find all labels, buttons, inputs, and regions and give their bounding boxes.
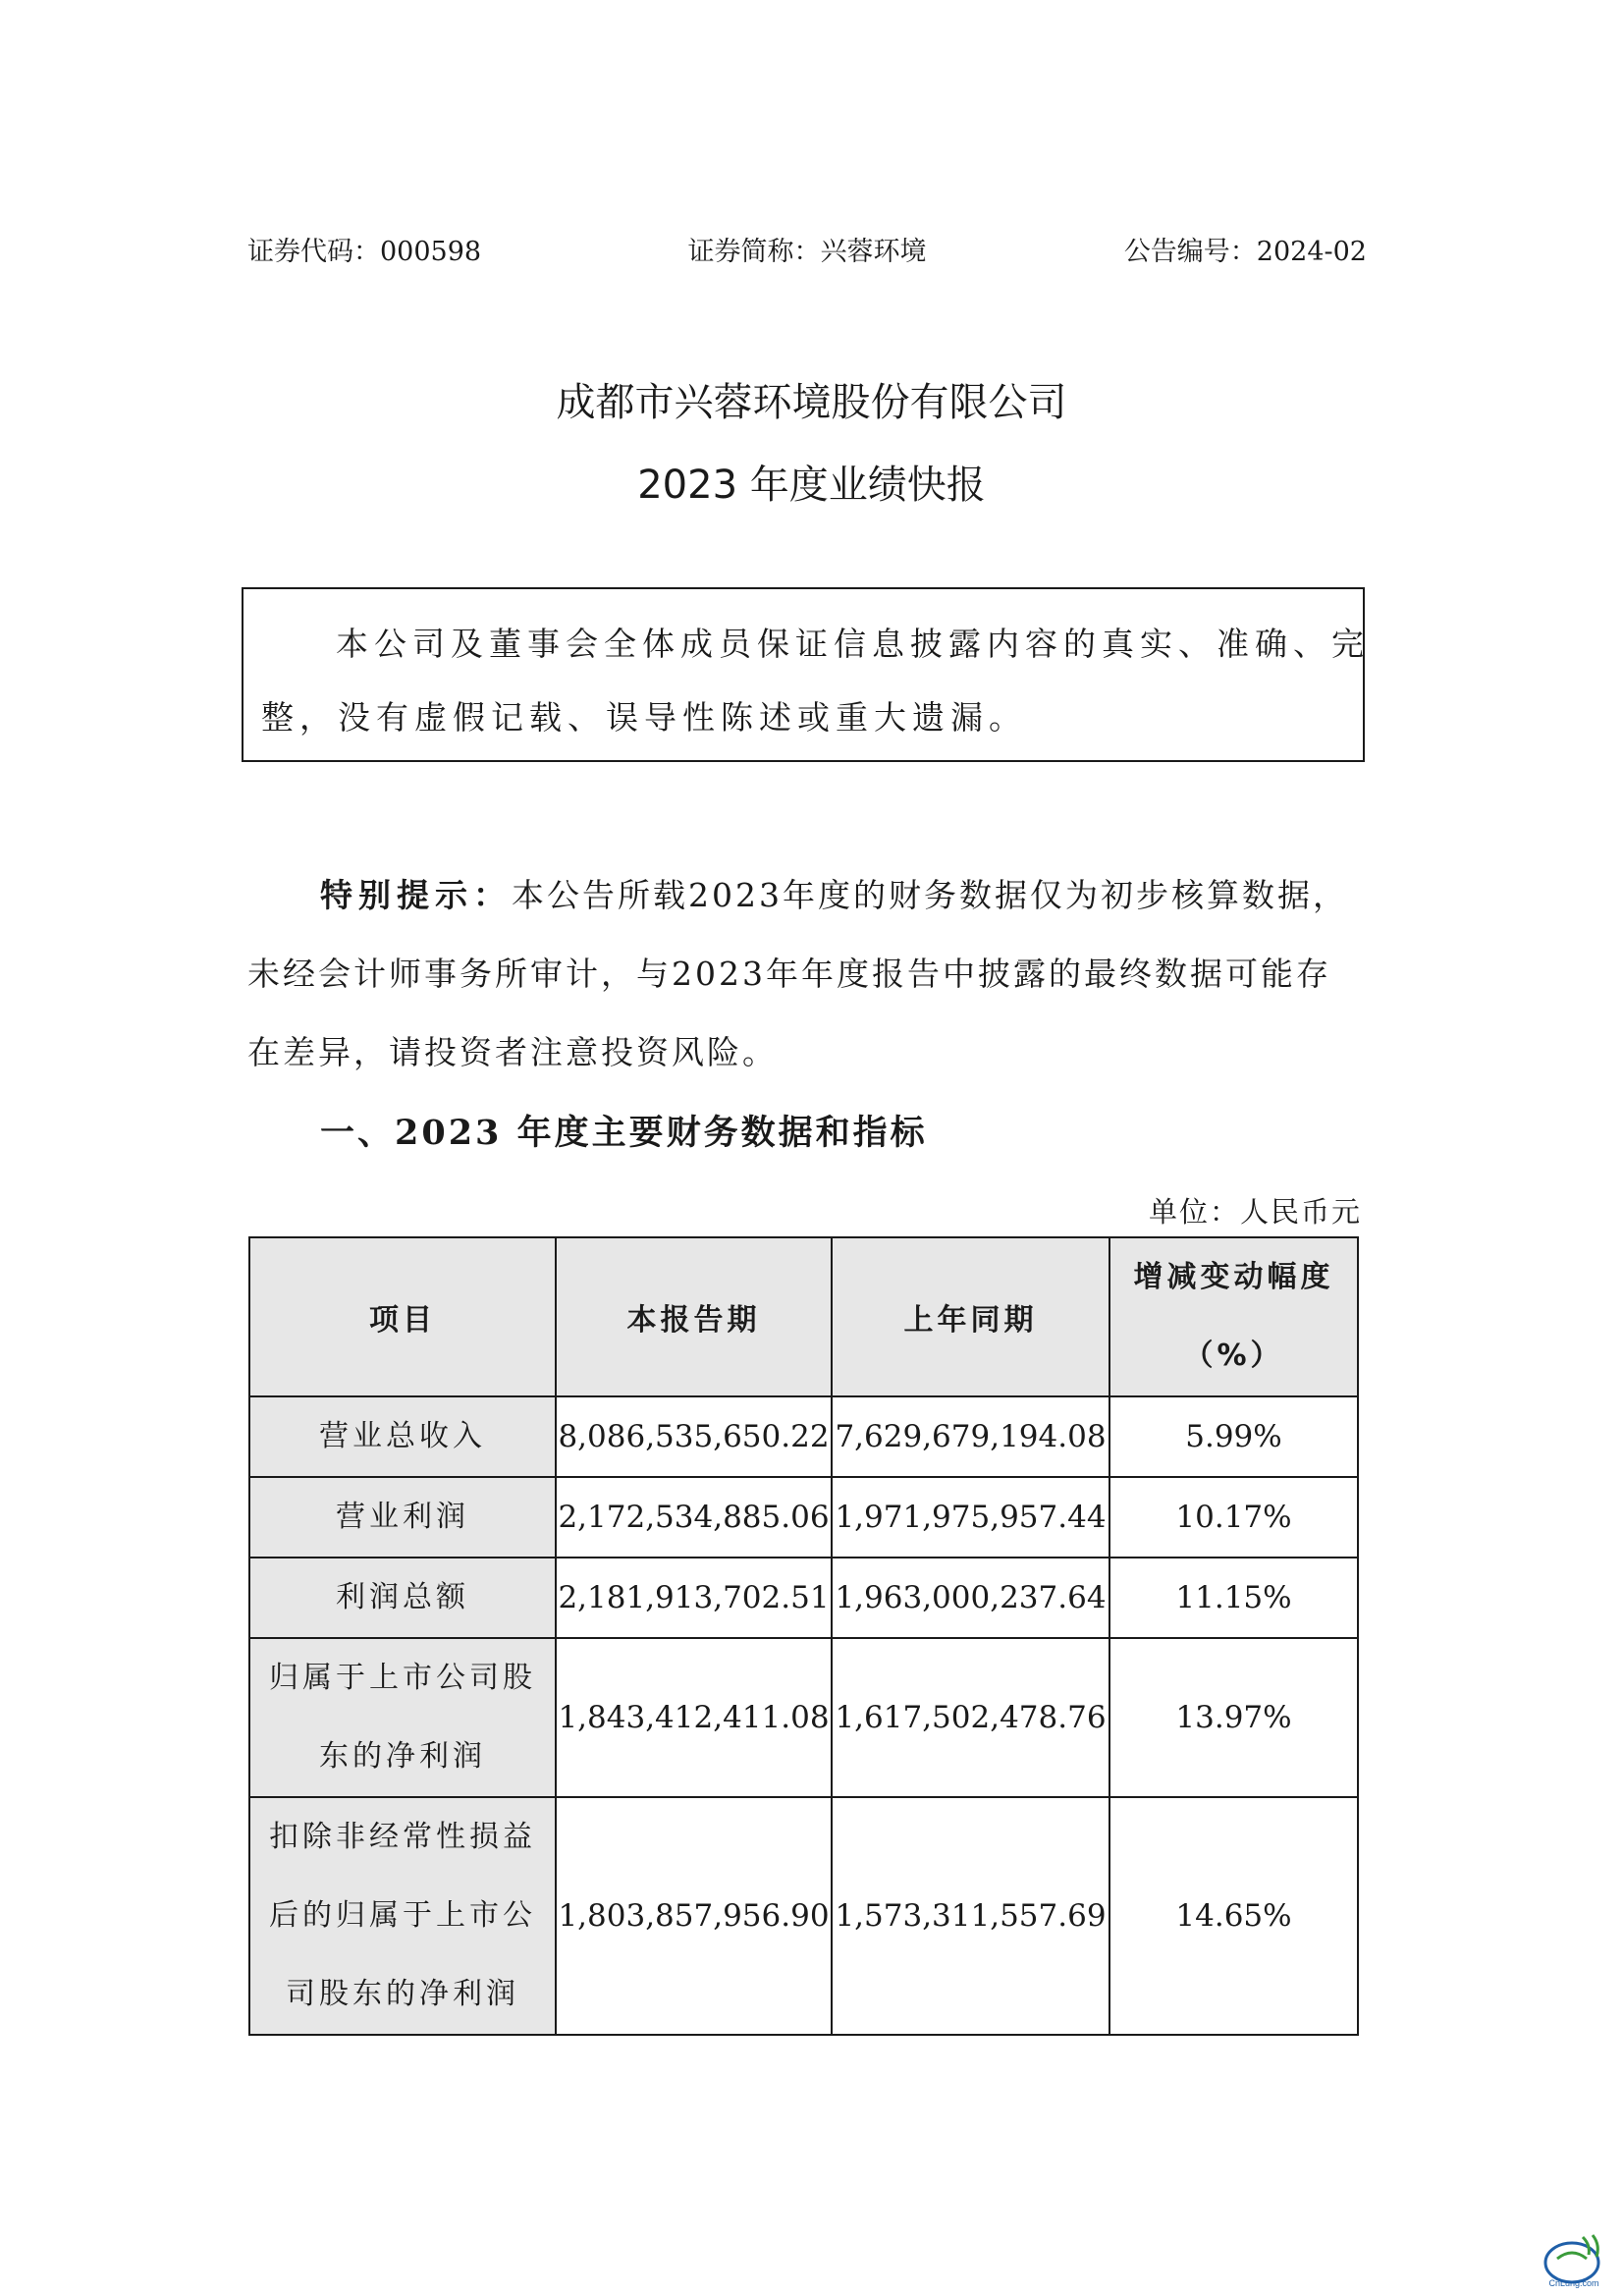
row-label: [249, 1638, 556, 1797]
cnlung-logo-icon: [1540, 2229, 1608, 2290]
row-label-line: 营业总收入: [319, 1419, 486, 1453]
logo-text: CnLung.com: [1548, 2278, 1599, 2288]
header-prior-period: 上年同期: [832, 1237, 1109, 1396]
header-current-period: 本报告期: [556, 1237, 832, 1396]
disclaimer-box: [242, 587, 1370, 762]
company-title: 成都市兴蓉环境股份有限公司: [556, 380, 1067, 425]
disclaimer-line-2: 整，没有虚假记载、误导性陈述或重大遗漏。: [261, 698, 1027, 737]
current-value: 1,843,412,411.08: [556, 1638, 832, 1797]
prior-value: 1,963,000,237.64: [832, 1558, 1109, 1638]
unit-label: 单位：人民币元: [1148, 1195, 1362, 1229]
table-row: [249, 1638, 1358, 1797]
financial-data-table: [248, 1236, 1359, 2036]
row-label-line: 后的归属于上市公: [269, 1898, 536, 1933]
current-value: 8,086,535,650.22: [556, 1396, 832, 1477]
special-note-text-1: 本公告所载2023年度的财务数据仅为初步核算数据，: [512, 876, 1348, 914]
header-item: 项目: [249, 1237, 556, 1396]
current-value: 1,803,857,956.90: [556, 1797, 832, 2035]
change-value: 11.15%: [1109, 1558, 1358, 1638]
prior-value: 1,971,975,957.44: [832, 1477, 1109, 1558]
disclaimer-line-1: 本公司及董事会全体成员保证信息披露内容的真实、准确、完: [336, 625, 1370, 663]
special-note-line-2: 未经会计师事务所审计，与2023年年度报告中披露的最终数据可能存: [247, 955, 1331, 993]
special-note-label: 特别提示：: [320, 876, 512, 914]
row-label: [249, 1558, 556, 1638]
row-label: [249, 1797, 556, 2035]
row-label: [249, 1396, 556, 1477]
row-label-line: 归属于上市公司股: [269, 1661, 536, 1695]
stock-code: 证券代码：000598: [247, 237, 482, 267]
row-label-line: 司股东的净利润: [286, 1977, 519, 2011]
row-label-line: 扣除非经常性损益: [269, 1820, 536, 1854]
change-value: 14.65%: [1109, 1797, 1358, 2035]
prior-value: 1,573,311,557.69: [832, 1797, 1109, 2035]
prior-value: 7,629,679,194.08: [832, 1396, 1109, 1477]
table-row: [249, 1797, 1358, 2035]
change-value: 5.99%: [1109, 1396, 1358, 1477]
header-change: [1109, 1237, 1358, 1396]
prior-value: 1,617,502,478.76: [832, 1638, 1109, 1797]
header-change-line-1: 增减变动幅度: [1133, 1260, 1334, 1294]
row-label: [249, 1477, 556, 1558]
stock-abbreviation: 证券简称：兴蓉环境: [687, 237, 927, 267]
table-row: [249, 1477, 1358, 1558]
section-heading: 一、2023 年度主要财务数据和指标: [320, 1113, 928, 1153]
change-value: 10.17%: [1109, 1477, 1358, 1558]
table-row: [249, 1558, 1358, 1638]
announcement-number: 公告编号：2024-02: [1123, 237, 1367, 267]
change-value: 13.97%: [1109, 1638, 1358, 1797]
special-note-line-1: [320, 870, 1348, 916]
row-label-line: 利润总额: [336, 1580, 469, 1614]
row-label-line: 东的净利润: [319, 1739, 486, 1774]
current-value: 2,181,913,702.51: [556, 1558, 832, 1638]
table-header-row: [249, 1237, 1358, 1396]
current-value: 2,172,534,885.06: [556, 1477, 832, 1558]
document-header: [247, 230, 1367, 269]
report-title: 2023 年度业绩快报: [637, 463, 986, 508]
header-change-line-2: （%）: [1183, 1339, 1284, 1373]
special-note-line-3: 在差异，请投资者注意投资风险。: [247, 1033, 778, 1071]
table-row: [249, 1396, 1358, 1477]
row-label-line: 营业利润: [336, 1500, 469, 1534]
